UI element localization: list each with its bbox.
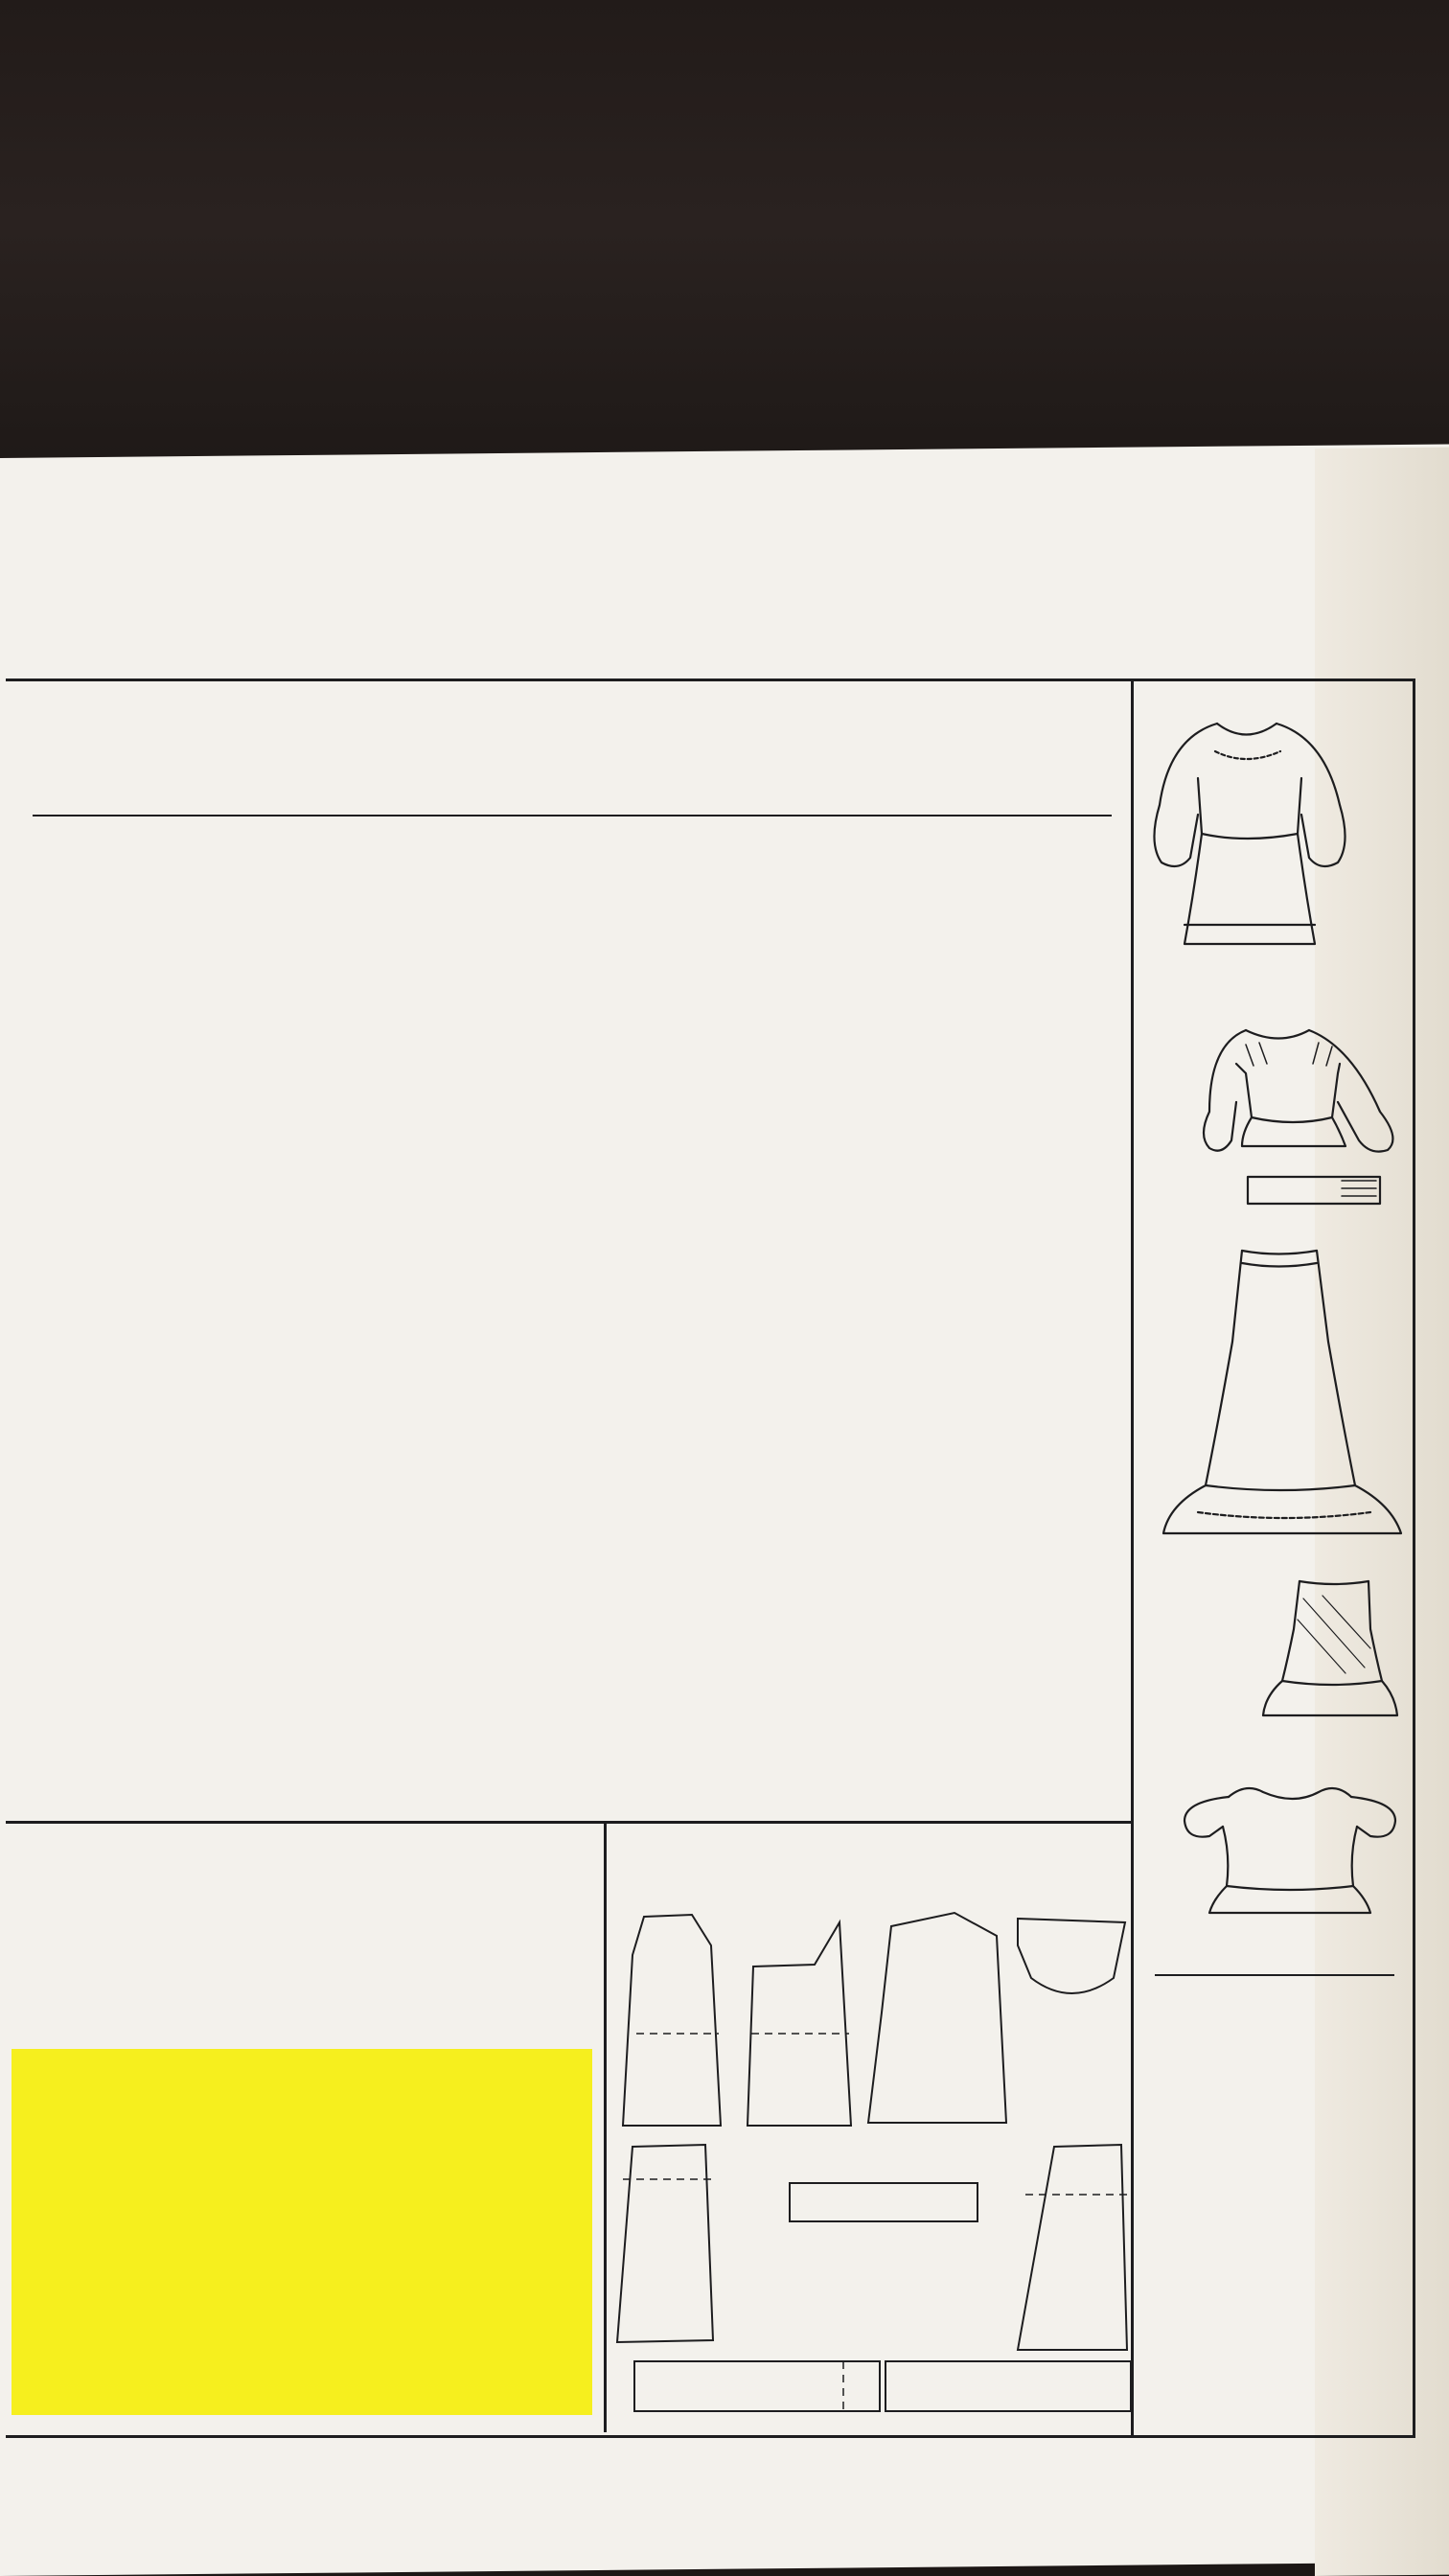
view-b-blouse-drawing	[1204, 1030, 1392, 1152]
view-b-skirt-drawing	[1163, 1251, 1401, 1533]
view-c-blouse-drawing	[1184, 1788, 1395, 1913]
view-b-belt-drawing	[1248, 1177, 1380, 1204]
view-a-dress-drawing	[1154, 724, 1345, 944]
view-c-skirt-drawing	[1263, 1581, 1397, 1715]
